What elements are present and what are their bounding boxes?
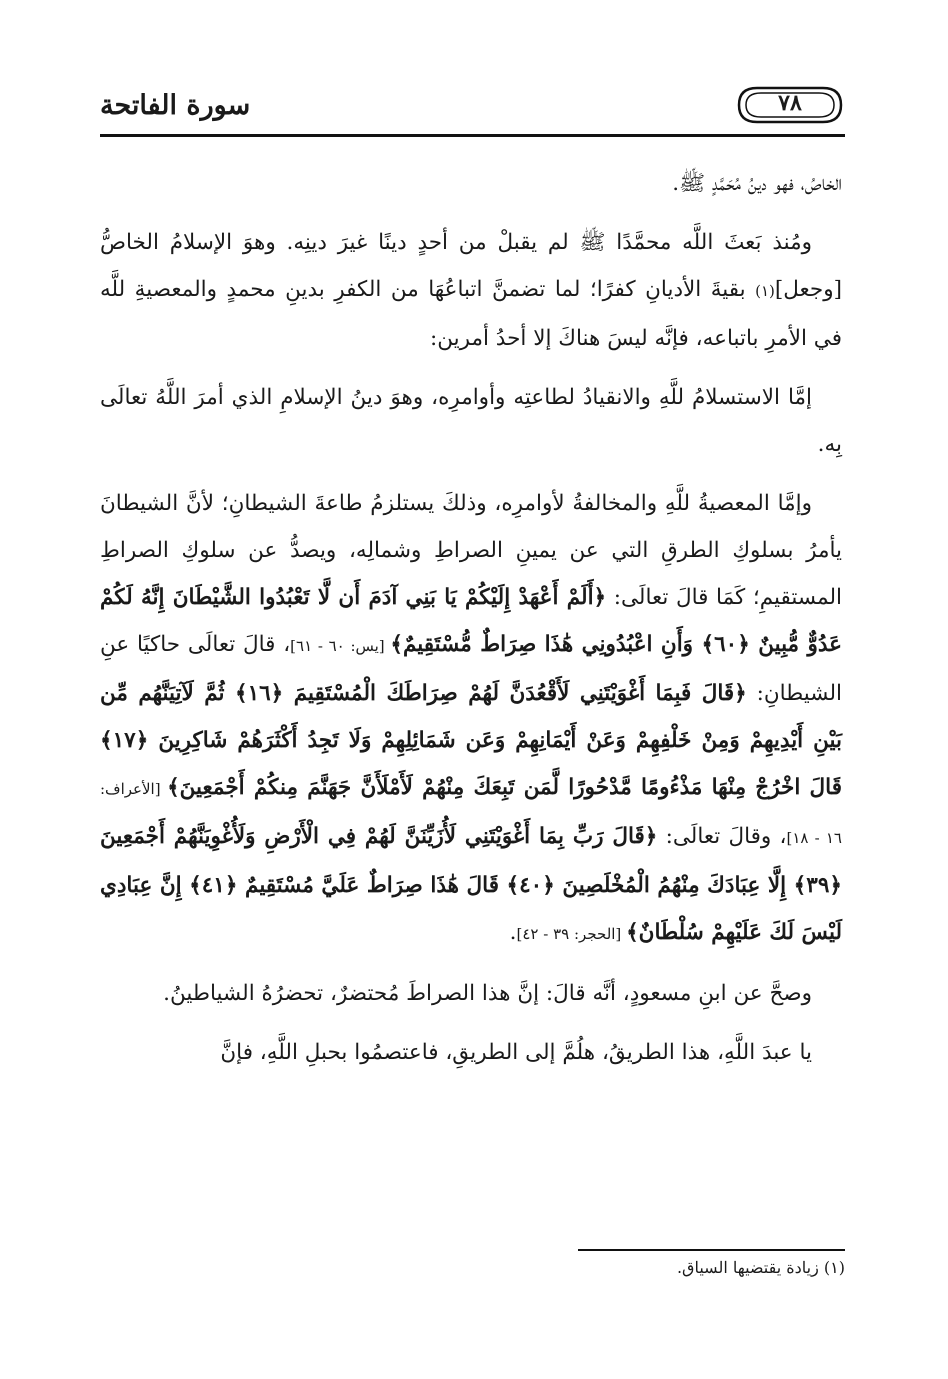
page-header bbox=[100, 84, 845, 140]
paragraph bbox=[100, 1029, 842, 1076]
text-segment: . bbox=[509, 920, 517, 945]
citation-reference: [يس: ٦٠ - ٦١] bbox=[290, 637, 391, 655]
text-segment: وصحَّ عن ابنِ مسعودٍ، أنَّه قالَ: إنَّ هذا الصراطَ مُحتضرٌ، تحضرُهُ الشياطينُ. bbox=[163, 981, 812, 1006]
citation-reference: (١) bbox=[755, 282, 775, 300]
header-divider bbox=[100, 134, 845, 137]
footnote: (١) زيادة يقتضيها السياق. bbox=[676, 1258, 845, 1277]
paragraph bbox=[100, 374, 842, 468]
paragraph bbox=[100, 160, 842, 207]
text-segment: وإمَّا المعصيةُ للَّهِ والمخالفةُ لأوامرِه، وذلكَ يستلزمُ طاعةَ الشيطانِ؛ لأنَّ الشيطانَ يأمرُ بسلوكِ الطرقِ التي عن يمينِ الصراطِ وشمالِه، ويصدُّ عن سلوكِ الصراطِ المستقيمِ؛ كَمَا قالَ تعالَى: bbox=[100, 491, 843, 610]
text-segment: ومُنذ بَعثَ اللَّه محمَّدًا ﷺ لم يقبلْ من أحدٍ دينًا غيرَ دينِه. وهوَ الإسلامُ الخاصُّ [وجعل] bbox=[100, 230, 842, 302]
page-title: سورة الفاتحة bbox=[100, 90, 251, 121]
paragraph bbox=[100, 219, 842, 362]
page-number-badge bbox=[735, 84, 845, 126]
quran-verse: ﴿قَالَ رَبِّ بِمَا أَغْوَيْتَنِي لَأُزَيِّنَنَّ لَهُمْ فِي الْأَرْضِ وَلَأُغْوِيَنَّهُمْ أَجْمَعِينَ ﴿٣٩﴾ إِلَّا عِبَادَكَ مِنْهُمُ الْمُخْلَصِينَ ﴿٤٠﴾ قَالَ هَٰذَا صِرَاطٌ عَلَيَّ مُسْتَقِيمٌ ﴿٤١﴾ إِنَّ عِبَادِي لَيْسَ لَكَ عَلَيْهِمْ سُلْطَانٌ﴾ bbox=[100, 824, 842, 945]
body-text bbox=[100, 160, 842, 1088]
text-segment: بقيةَ الأديانِ كفرًا؛ لما تضمنَّ اتباعُهَا من الكفرِ بدينِ محمدٍ والمعصيةِ للَّه في الأمرِ باتباعه، فإنَّه ليسَ هناكَ إلا أحدُ أمرين: bbox=[100, 277, 842, 351]
text-segment: الخاصُ، فهو دينُ مُحَمَّدٍ ﷺ. bbox=[672, 171, 842, 196]
quran-verse: ﴿قَالَ فَبِمَا أَغْوَيْتَنِي لَأَقْعُدَنَّ لَهُمْ صِرَاطَكَ الْمُسْتَقِيمَ ﴿١٦﴾ ثُمَّ لَآتِيَنَّهُم مِّن بَيْنِ أَيْدِيهِمْ وَمِنْ خَلْفِهِمْ وَعَنْ أَيْمَانِهِمْ وَعَن شَمَائِلِهِمْ وَلَا تَجِدُ أَكْثَرَهُمْ شَاكِرِينَ ﴿١٧﴾ قَالَ اخْرُجْ مِنْهَا مَذْءُومًا مَّدْحُورًا لَّمَن تَبِعَكَ مِنْهُمْ لَأَمْلَأَنَّ جَهَنَّمَ مِنكُمْ أَجْمَعِينَ﴾ bbox=[100, 681, 842, 800]
text-segment: يا عبدَ اللَّهِ، هذا الطريقُ، هلُمَّ إلى الطريقِ، فاعتصمُوا بحبلِ اللَّهِ، فإنَّ bbox=[220, 1040, 812, 1065]
text-segment: ، وقالَ تعالَى: bbox=[657, 824, 787, 849]
footnote-divider bbox=[578, 1249, 845, 1251]
quran-verse: ﴿أَلَمْ أَعْهَدْ إِلَيْكُمْ يَا بَنِي آدَمَ أَن لَّا تَعْبُدُوا الشَّيْطَانَ إِنَّهُ لَكُمْ عَدُوٌّ مُّبِينٌ ﴿٦٠﴾ وَأَنِ اعْبُدُونِي هَٰذَا صِرَاطٌ مُّسْتَقِيمٌ﴾ bbox=[100, 585, 842, 657]
citation-reference: [الحجر: ٣٩ - ٤٢] bbox=[516, 925, 627, 943]
text-segment: إمَّا الاستسلامُ للَّهِ والانقيادُ لطاعتِه وأوامرِه، وهوَ دينُ الإسلامِ الذي أمرَ اللَّهُ تعالَى بِه. bbox=[100, 385, 842, 457]
paragraph bbox=[100, 970, 842, 1017]
paragraph bbox=[100, 480, 842, 958]
text-segment: ، قالَ تعالَى حاكيًا عنِ الشيطانِ: bbox=[100, 632, 842, 706]
page-number: ٧٨ bbox=[778, 90, 802, 116]
citation-reference: [الأعراف: ١٦ - ١٨] bbox=[100, 780, 842, 847]
